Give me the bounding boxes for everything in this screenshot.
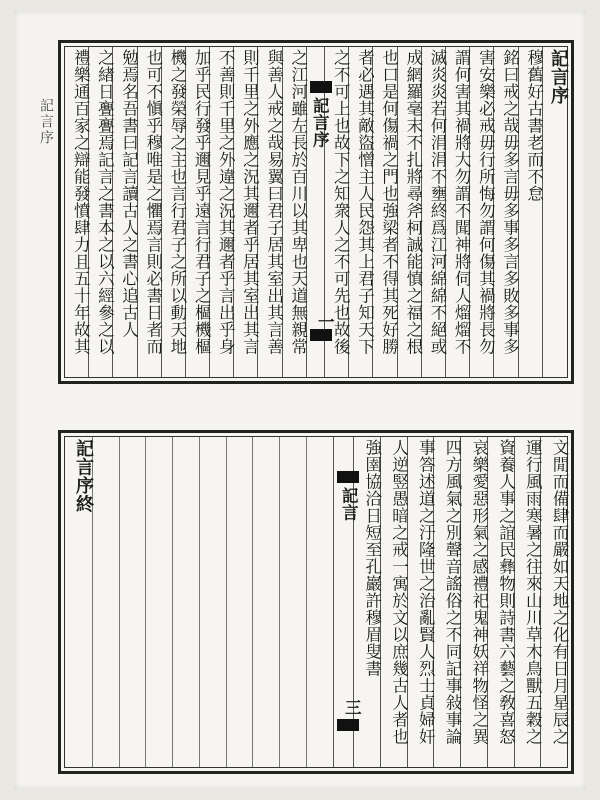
blank-column xyxy=(306,437,333,767)
fold-label: 記言序 xyxy=(310,97,330,148)
text-column: 資養人事之誼民彝物則詩書六藝之敎喜怒 xyxy=(487,437,514,767)
text-column: 銘曰戒之哉毋多言毋多事多言多敗多事多 xyxy=(493,47,517,377)
top-columns xyxy=(65,47,567,377)
text-column: 之不可上也故下之知衆人之不可先也故後 xyxy=(324,47,348,377)
fish-tail-mark xyxy=(337,719,359,731)
top-text-block xyxy=(58,40,574,384)
fold-page-number: 一 xyxy=(315,313,335,330)
preface-title: 記言序 xyxy=(548,49,569,105)
blank-column xyxy=(199,437,226,767)
text-column: 運行風雨寒暑之往來山川草木鳥獸五穀之 xyxy=(514,437,541,767)
text-column: 之緖日亹亹焉記言之書本之以六經參之以 xyxy=(88,47,112,377)
text-column xyxy=(65,437,92,767)
text-column: 則千里之外應之況其邇者乎居其室出其言 xyxy=(233,47,257,377)
blank-column xyxy=(172,437,199,767)
text-column xyxy=(542,47,567,377)
text-column: 機之發榮辱之主也言行君子之所以動天地 xyxy=(161,47,185,377)
fold-label: 記言 xyxy=(339,487,359,521)
text-column: 也口是何傷禍之門也強梁者不得其死好勝 xyxy=(372,47,396,377)
fish-tail-mark xyxy=(310,81,332,93)
fold-page-number: 三 xyxy=(342,699,362,716)
blank-column xyxy=(92,437,119,767)
fold-column xyxy=(306,47,335,377)
fish-tail-mark xyxy=(310,329,332,341)
text-column: 哀樂愛惡形氣之感禮祀鬼神妖祥物怪之異 xyxy=(460,437,487,767)
text-column: 者必遇其敵盜憎主人民怨其上君子知天下 xyxy=(348,47,372,377)
margin-label: 記言序 xyxy=(38,98,54,146)
text-column: 文閒而備肆而嚴如天地之化有日月星辰之 xyxy=(540,437,567,767)
text-column: 害安樂必戒毋行所悔勿謂何傷其禍將長勿 xyxy=(469,47,493,377)
blank-column xyxy=(279,437,306,767)
bottom-columns xyxy=(65,437,567,767)
text-column: 也可不愼乎穆唯是之懼焉言則必書日者而 xyxy=(137,47,161,377)
blank-column xyxy=(119,437,146,767)
blank-column xyxy=(145,437,172,767)
preface-end-label: 記言序終 xyxy=(72,439,94,513)
text-column: 事答述道之汙隆世之治亂賢人烈士貞婦奸 xyxy=(407,437,434,767)
text-column: 與善人戒之哉易翼曰君子居其室出其言善 xyxy=(257,47,281,377)
text-column: 加乎民行發乎邇見乎遠言行君子之樞機樞 xyxy=(185,47,209,377)
text-column: 穆舊好古書老而不怠 xyxy=(518,47,542,377)
text-column: 成網羅毫末不扎將尋斧柯誠能慎之福之根 xyxy=(397,47,421,377)
bottom-text-block xyxy=(58,430,574,774)
blank-column xyxy=(226,437,253,767)
fish-tail-mark xyxy=(337,471,359,483)
text-column: 勉焉名吾書曰記言讀古人之書心追古人 xyxy=(112,47,136,377)
book-page xyxy=(14,10,586,790)
text-column: 人逆竪愚暗之戒一寓於文以庶幾古人者也 xyxy=(380,437,407,767)
fold-column xyxy=(333,437,362,767)
text-column: 強圉協洽日短至孔巖許穆眉叟書 xyxy=(353,437,380,767)
text-column: 禮樂通百家之辯能發憤肆力且五十年故其 xyxy=(71,49,91,355)
text-column: 四方風氣之別聲音謠俗之不同記事敍事論 xyxy=(433,437,460,767)
blank-column xyxy=(252,437,279,767)
text-column: 謂何害其禍將大勿謂不聞神將伺人熘熘不 xyxy=(445,47,469,377)
text-column: 滅炎炎若何涓涓不壅終爲江河綿綿不絕或 xyxy=(421,47,445,377)
text-column: 不善則千里之外違之況其邇者乎言出乎身 xyxy=(209,47,233,377)
text-column: 之江河雖左長於百川以其卑也天道無親常 xyxy=(282,47,306,377)
